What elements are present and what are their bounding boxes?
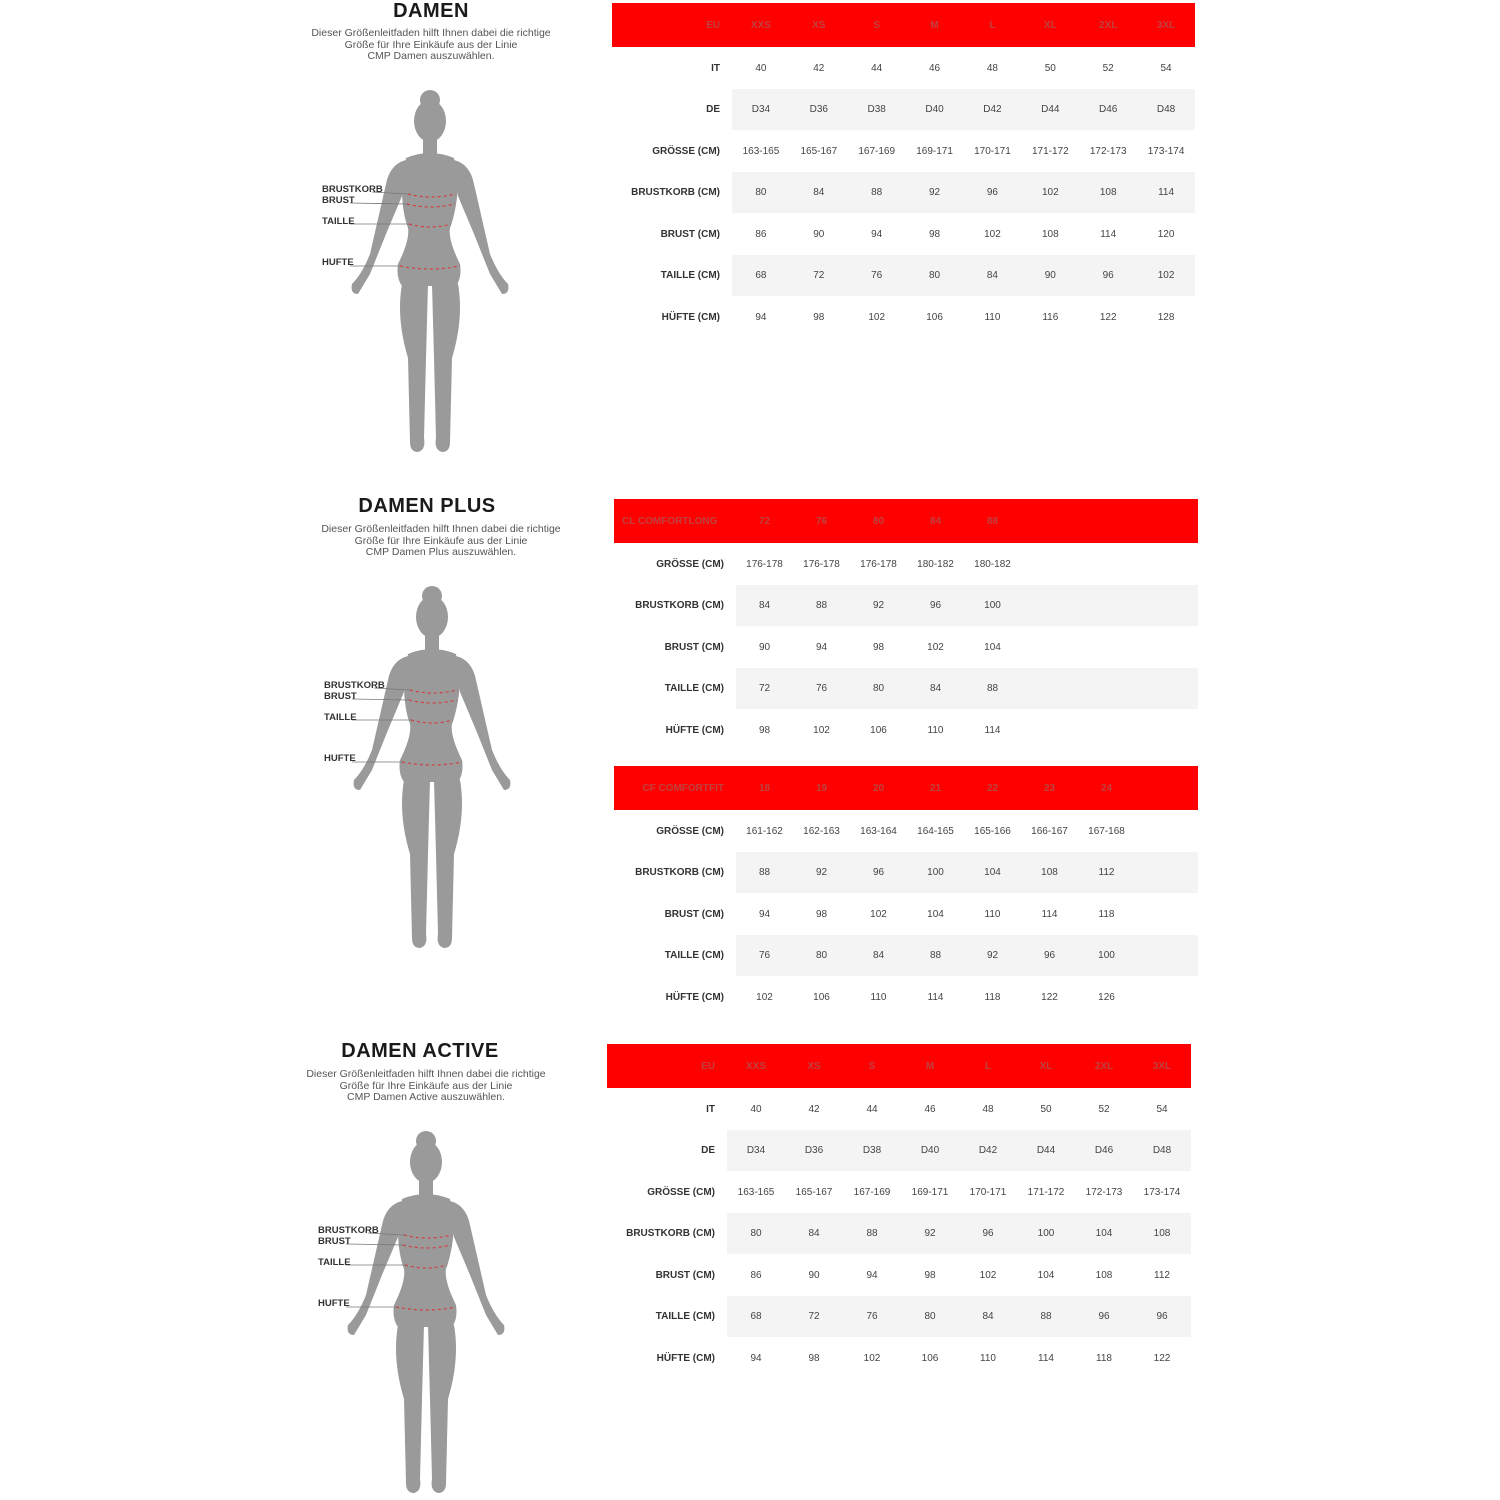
table-cell: 102: [984, 228, 1001, 240]
table-cell: 94: [815, 641, 828, 653]
table-cell: 116: [1042, 311, 1059, 323]
table-cell: 90: [813, 228, 825, 240]
figure-label-brustkorb: BRUSTKORB: [322, 184, 383, 195]
table-cell: 96: [1133, 1296, 1191, 1337]
row-label: HÜFTE (CM): [665, 724, 724, 736]
table-cell: D42: [964, 89, 1022, 130]
table-cell: 54: [1156, 1103, 1168, 1115]
header-cell: 88: [964, 499, 1021, 543]
table-cell: 96: [1021, 935, 1078, 976]
table-cell: 106: [926, 311, 943, 323]
table-cell: 112: [1154, 1269, 1170, 1281]
table-cell: 114: [1100, 228, 1117, 240]
table-cell: 106: [813, 991, 830, 1003]
table-cell: 96: [907, 585, 964, 626]
table-cell: 164-165: [917, 825, 954, 837]
header-cell: CF COMFORTFIT: [614, 766, 736, 810]
header-cell: 2XL: [1079, 3, 1137, 47]
table-cell: 86: [750, 1269, 762, 1281]
table-cell: 46: [924, 1103, 936, 1115]
table-cell: 88: [1017, 1296, 1075, 1337]
table-cell: 98: [808, 1352, 820, 1364]
table-cell: 114: [1038, 1352, 1054, 1364]
table-cell: D46: [1079, 89, 1137, 130]
table-cell: 112: [1078, 852, 1135, 893]
table-row: [614, 976, 1198, 1018]
header-cell: 76: [793, 499, 850, 543]
table-cell: 76: [843, 1296, 901, 1337]
header-cell: EU: [612, 3, 732, 47]
table-cell: 84: [790, 172, 848, 213]
header-cell: CL COMFORTLONG: [614, 499, 736, 543]
header-cell: 80: [850, 499, 907, 543]
table-cell: 98: [758, 724, 771, 736]
row-label: GRÖSSE (CM): [647, 1186, 715, 1198]
header-cell: 18: [736, 766, 793, 810]
figure-label-brustkorb: BRUSTKORB: [318, 1225, 379, 1236]
table-header-row: [614, 499, 1198, 543]
table-cell: 92: [964, 935, 1021, 976]
header-cell: 72: [736, 499, 793, 543]
table-row: [614, 893, 1198, 935]
table-cell: 48: [986, 62, 998, 74]
table-cell: 110: [984, 311, 1001, 323]
section-title: DAMEN: [393, 0, 469, 22]
row-label: BRUSTKORB (CM): [635, 867, 724, 878]
table-row: [614, 935, 1198, 976]
table-cell: 118: [1096, 1352, 1112, 1364]
header-cell: 21: [907, 766, 964, 810]
table-cell: D44: [1017, 1130, 1075, 1171]
table-cell: 90: [1021, 255, 1079, 296]
header-cell: 20: [850, 766, 907, 810]
size-table-damen: [612, 3, 1195, 338]
table-cell: 52: [1102, 62, 1114, 74]
table-row: [607, 1088, 1191, 1130]
table-cell: 120: [1157, 228, 1175, 240]
table-cell: 68: [732, 255, 790, 296]
size-table-comfortlong: [614, 499, 1198, 751]
table-cell: 110: [984, 908, 1001, 920]
table-cell: 68: [727, 1296, 785, 1337]
table-cell: 176-178: [746, 558, 783, 570]
table-cell: 102: [870, 908, 887, 920]
table-cell: 180-182: [974, 558, 1011, 570]
table-cell: 104: [1075, 1213, 1133, 1254]
table-cell: 104: [984, 641, 1001, 653]
table-cell: 169-171: [916, 145, 953, 157]
figure-label-taille: TAILLE: [318, 1257, 351, 1268]
header-cell: 19: [793, 766, 850, 810]
table-cell: 122: [1099, 311, 1117, 323]
table-cell: D36: [790, 89, 848, 130]
figure-label-brust: BRUST: [322, 195, 355, 206]
table-cell: 48: [982, 1103, 994, 1115]
figure-label-hufte: HUFTE: [318, 1298, 350, 1309]
row-label: BRUSTKORB (CM): [631, 187, 720, 198]
table-cell: 128: [1157, 311, 1175, 323]
table-row: [612, 130, 1195, 172]
table-cell: 72: [790, 255, 848, 296]
table-cell: 44: [871, 62, 883, 74]
table-cell: D34: [732, 89, 790, 130]
table-cell: 102: [863, 1352, 881, 1364]
table-header-row: [614, 766, 1198, 810]
table-cell: 50: [1044, 62, 1056, 74]
header-cell: XS: [785, 1044, 843, 1088]
table-cell: D36: [785, 1130, 843, 1171]
row-label: GRÖSSE (CM): [652, 145, 720, 157]
table-cell: 88: [843, 1213, 901, 1254]
table-cell: 94: [755, 311, 767, 323]
figure-label-brustkorb: BRUSTKORB: [324, 680, 385, 691]
table-cell: 104: [964, 852, 1021, 893]
table-cell: 110: [927, 724, 944, 736]
table-cell: 42: [813, 62, 825, 74]
header-cell: XS: [790, 3, 848, 47]
table-cell: 126: [1098, 991, 1115, 1003]
table-cell: 170-171: [974, 145, 1011, 157]
table-cell: D38: [848, 89, 906, 130]
table-cell: 104: [1037, 1269, 1055, 1281]
table-cell: 90: [808, 1269, 820, 1281]
table-cell: 46: [929, 62, 941, 74]
header-cell: 22: [964, 766, 1021, 810]
table-cell: 90: [758, 641, 771, 653]
table-cell: 102: [868, 311, 886, 323]
table-cell: 102: [1137, 255, 1195, 296]
table-cell: D34: [727, 1130, 785, 1171]
table-cell: 88: [964, 668, 1021, 709]
table-cell: 100: [964, 585, 1021, 626]
table-cell: 172-173: [1085, 1186, 1123, 1198]
figure-label-taille: TAILLE: [324, 712, 357, 723]
table-cell: 165-167: [795, 1186, 833, 1198]
table-row: [614, 626, 1198, 668]
section-description: Dieser Größenleitfaden hilft Ihnen dabei die richtige Größe für Ihre Einkäufe aus der Linie CMP Damen Plus auszuwählen.: [321, 523, 561, 558]
table-cell: 114: [1137, 172, 1195, 213]
table-cell: 40: [750, 1103, 762, 1115]
table-cell: 72: [785, 1296, 843, 1337]
table-cell: 173-174: [1147, 145, 1185, 157]
section-damen-active: [0, 1035, 1500, 1500]
table-cell: D40: [901, 1130, 959, 1171]
table-cell: 172-173: [1089, 145, 1127, 157]
header-cell: XL: [1017, 1044, 1075, 1088]
section-description: Dieser Größenleitfaden hilft Ihnen dabei die richtige Größe für Ihre Einkäufe aus der Linie CMP Damen auszuwählen.: [311, 27, 551, 62]
header-cell: L: [964, 3, 1022, 47]
header-cell: S: [843, 1044, 901, 1088]
row-label: HÜFTE (CM): [656, 1352, 715, 1364]
table-cell: 96: [964, 172, 1022, 213]
header-cell: 3XL: [1137, 3, 1195, 47]
header-cell: M: [906, 3, 964, 47]
header-cell: 3XL: [1133, 1044, 1191, 1088]
table-cell: D38: [843, 1130, 901, 1171]
table-row: [607, 1213, 1191, 1254]
table-cell: 72: [736, 668, 793, 709]
row-label: TAILLE (CM): [664, 683, 724, 694]
table-row: [612, 296, 1195, 338]
table-cell: 100: [907, 852, 964, 893]
table-cell: 170-171: [969, 1186, 1007, 1198]
table-cell: 110: [980, 1352, 996, 1364]
row-label: BRUSTKORB (CM): [635, 600, 724, 611]
table-cell: 122: [1153, 1352, 1171, 1364]
table-cell: 98: [929, 228, 941, 240]
table-cell: 108: [1133, 1213, 1191, 1254]
table-cell: 114: [927, 991, 944, 1003]
row-label: DE: [706, 104, 720, 115]
table-cell: 173-174: [1143, 1186, 1181, 1198]
table-cell: 86: [755, 228, 767, 240]
table-cell: 84: [964, 255, 1022, 296]
table-cell: 96: [1079, 255, 1137, 296]
table-row: [612, 47, 1195, 89]
table-cell: 80: [906, 255, 964, 296]
row-label: GRÖSSE (CM): [656, 825, 724, 837]
figure-label-brust: BRUST: [318, 1236, 351, 1247]
body-figure: [306, 1129, 526, 1499]
header-cell: S: [848, 3, 906, 47]
row-label: HÜFTE (CM): [665, 991, 724, 1003]
row-label: GRÖSSE (CM): [656, 558, 724, 570]
section-title: DAMEN PLUS: [358, 495, 496, 517]
table-cell: 92: [793, 852, 850, 893]
table-cell: 167-169: [858, 145, 896, 157]
table-cell: 108: [1079, 172, 1137, 213]
header-cell: 23: [1021, 766, 1078, 810]
row-label: TAILLE (CM): [664, 950, 724, 961]
table-cell: 88: [736, 852, 793, 893]
table-cell: 96: [850, 852, 907, 893]
table-cell: 88: [907, 935, 964, 976]
table-cell: 171-172: [1027, 1186, 1065, 1198]
table-row: [614, 543, 1198, 585]
header-cell: 2XL: [1075, 1044, 1133, 1088]
table-cell: 42: [808, 1103, 820, 1115]
table-cell: 118: [1098, 908, 1115, 920]
header-cell: XXS: [727, 1044, 785, 1088]
header-cell: XL: [1021, 3, 1079, 47]
table-cell: 114: [1041, 908, 1058, 920]
table-cell: 44: [866, 1103, 878, 1115]
size-table-damen-active: [607, 1044, 1191, 1379]
table-cell: 84: [959, 1296, 1017, 1337]
row-label: BRUSTKORB (CM): [626, 1228, 715, 1239]
table-cell: 80: [850, 668, 907, 709]
table-cell: 98: [872, 641, 885, 653]
table-cell: 88: [848, 172, 906, 213]
header-cell: EU: [607, 1044, 727, 1088]
table-cell: 102: [979, 1269, 997, 1281]
table-row: [614, 668, 1198, 709]
table-cell: 92: [906, 172, 964, 213]
table-cell: 102: [1021, 172, 1079, 213]
row-label: IT: [711, 62, 720, 74]
header-cell: 84: [907, 499, 964, 543]
table-row: [614, 810, 1198, 852]
row-label: TAILLE (CM): [655, 1311, 715, 1322]
table-row: [607, 1296, 1191, 1337]
table-header-row: [612, 3, 1195, 47]
table-cell: 166-167: [1031, 825, 1068, 837]
table-cell: D46: [1075, 1130, 1133, 1171]
table-cell: 80: [901, 1296, 959, 1337]
table-cell: 110: [870, 991, 887, 1003]
row-label: BRUST (CM): [664, 908, 724, 920]
header-cell: 24: [1078, 766, 1135, 810]
table-cell: 94: [758, 908, 771, 920]
table-cell: D48: [1133, 1130, 1191, 1171]
table-row: [614, 709, 1198, 751]
table-cell: 108: [1041, 228, 1059, 240]
table-cell: 161-162: [746, 825, 783, 837]
figure-label-taille: TAILLE: [322, 216, 355, 227]
table-cell: D42: [959, 1130, 1017, 1171]
table-row: [612, 89, 1195, 130]
table-cell: 76: [793, 668, 850, 709]
table-cell: 162-163: [803, 825, 840, 837]
row-label: TAILLE (CM): [660, 270, 720, 281]
table-cell: 80: [793, 935, 850, 976]
table-row: [614, 852, 1198, 893]
table-cell: 84: [907, 668, 964, 709]
table-cell: 96: [959, 1213, 1017, 1254]
row-label: BRUST (CM): [664, 641, 724, 653]
table-cell: 84: [736, 585, 793, 626]
table-cell: 167-168: [1088, 825, 1125, 837]
table-cell: 100: [1078, 935, 1135, 976]
table-cell: 163-165: [737, 1186, 775, 1198]
table-row: [612, 213, 1195, 255]
row-label: HÜFTE (CM): [661, 311, 720, 323]
table-cell: 169-171: [911, 1186, 949, 1198]
header-cell: L: [959, 1044, 1017, 1088]
row-label: IT: [706, 1103, 715, 1115]
table-cell: 50: [1040, 1103, 1052, 1115]
table-cell: 171-172: [1031, 145, 1069, 157]
table-cell: 180-182: [917, 558, 954, 570]
table-cell: 163-164: [860, 825, 897, 837]
table-row: [607, 1171, 1191, 1213]
table-cell: 108: [1095, 1269, 1113, 1281]
table-cell: 92: [850, 585, 907, 626]
table-cell: 76: [848, 255, 906, 296]
row-label: BRUST (CM): [655, 1269, 715, 1281]
table-cell: 84: [785, 1213, 843, 1254]
table-cell: 88: [793, 585, 850, 626]
table-cell: 52: [1098, 1103, 1110, 1115]
table-cell: 176-178: [803, 558, 840, 570]
table-cell: 114: [984, 724, 1001, 736]
table-cell: 102: [756, 991, 773, 1003]
table-cell: 122: [1041, 991, 1058, 1003]
table-cell: 84: [850, 935, 907, 976]
table-cell: 106: [870, 724, 887, 736]
table-row: [612, 255, 1195, 296]
section-damen-plus: [0, 490, 1500, 1030]
table-cell: 94: [750, 1352, 762, 1364]
body-figure: [310, 88, 530, 458]
table-cell: D44: [1021, 89, 1079, 130]
table-cell: 98: [813, 311, 825, 323]
table-row: [607, 1337, 1191, 1379]
table-cell: 118: [984, 991, 1001, 1003]
header-cell: M: [901, 1044, 959, 1088]
table-cell: 108: [1021, 852, 1078, 893]
table-cell: 80: [732, 172, 790, 213]
table-cell: D48: [1137, 89, 1195, 130]
table-cell: 80: [727, 1213, 785, 1254]
table-cell: 92: [901, 1213, 959, 1254]
table-cell: 98: [924, 1269, 936, 1281]
size-table-comfortfit: [614, 766, 1198, 1018]
table-cell: 98: [815, 908, 828, 920]
section-title: DAMEN ACTIVE: [341, 1040, 499, 1062]
figure-label-brust: BRUST: [324, 691, 357, 702]
row-label: BRUST (CM): [660, 228, 720, 240]
figure-label-hufte: HUFTE: [322, 257, 354, 268]
table-row: [612, 172, 1195, 213]
table-cell: 76: [736, 935, 793, 976]
table-row: [614, 585, 1198, 626]
table-cell: 94: [871, 228, 883, 240]
table-cell: 165-166: [974, 825, 1011, 837]
section-damen: [0, 0, 1500, 470]
table-cell: 40: [755, 62, 767, 74]
table-cell: 104: [927, 908, 944, 920]
table-header-row: [607, 1044, 1191, 1088]
table-cell: 54: [1160, 62, 1172, 74]
table-cell: 163-165: [742, 145, 780, 157]
table-cell: 96: [1075, 1296, 1133, 1337]
table-cell: 94: [866, 1269, 878, 1281]
table-row: [607, 1130, 1191, 1171]
table-cell: D40: [906, 89, 964, 130]
table-cell: 165-167: [800, 145, 838, 157]
figure-label-hufte: HUFTE: [324, 753, 356, 764]
table-cell: 102: [813, 724, 830, 736]
table-cell: 176-178: [860, 558, 897, 570]
table-cell: 167-169: [853, 1186, 891, 1198]
table-cell: 106: [921, 1352, 939, 1364]
table-row: [607, 1254, 1191, 1296]
table-cell: 102: [927, 641, 944, 653]
body-figure: [312, 584, 532, 954]
header-cell: XXS: [732, 3, 790, 47]
table-cell: 100: [1017, 1213, 1075, 1254]
section-description: Dieser Größenleitfaden hilft Ihnen dabei die richtige Größe für Ihre Einkäufe aus der Linie CMP Damen Active auszuwählen.: [306, 1068, 546, 1103]
row-label: DE: [701, 1145, 715, 1156]
